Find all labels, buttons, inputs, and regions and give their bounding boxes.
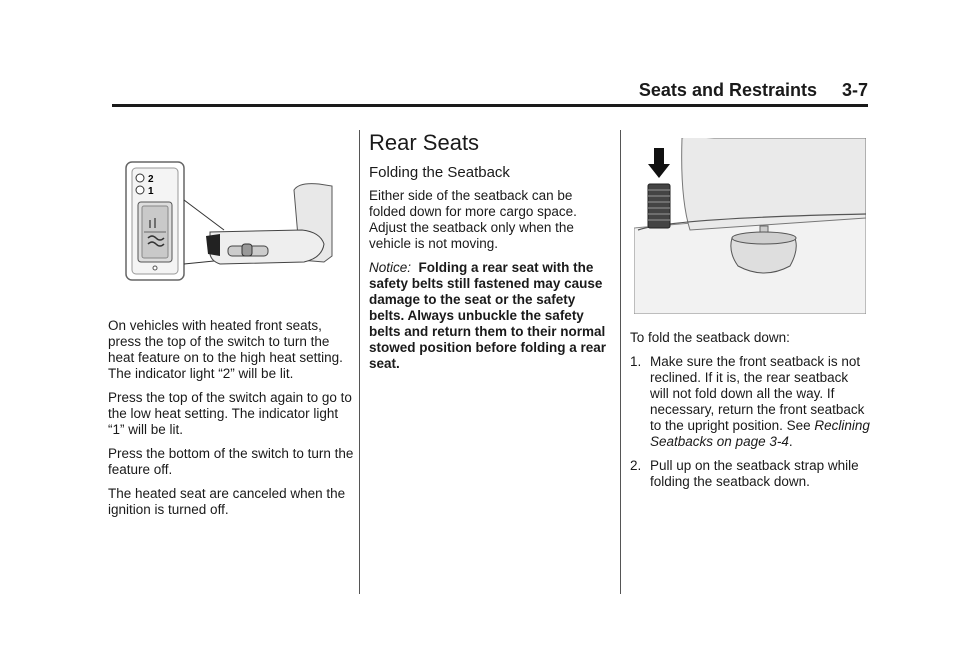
notice-paragraph <box>369 260 611 372</box>
cross-reference-link[interactable]: Reclining Seatbacks on page 3-4 <box>650 418 870 449</box>
notice-text: Folding a rear seat with the safety belts still fastened may cause damage to the seat or the safety belts. Always unbuckle the safety belts and return them to their normal stowed position before folding a rear seat. <box>369 260 607 371</box>
column-divider-left <box>359 130 360 594</box>
step-text: Pull up on the seatback strap while folding the seatback down. <box>650 458 859 489</box>
step-item <box>630 458 870 490</box>
intro-text: To fold the seatback down: <box>630 330 790 345</box>
rear-seats-section <box>369 130 611 380</box>
paragraph: On vehicles with heated front seats, press the top of the switch to turn the heat feature on to the high heat setting. The indicator light “2” will be lit. <box>108 318 343 381</box>
step-text: Make sure the front seatback is not reclined. If it is, the rear seatback will not fold down all the way. If necessary, return the front seatback to the upright position. See Reclining Seatbacks on page 3-4. <box>650 354 870 449</box>
step-number: 1. <box>630 354 642 369</box>
subsection-heading: Folding the Seatback <box>369 164 510 181</box>
paragraph: Press the top of the switch again to go to the low heat setting. The indicator light “1” will be lit. <box>108 390 352 437</box>
section-heading: Rear Seats <box>369 130 480 155</box>
paragraph: The heated seat are canceled when the ignition is turned off. <box>108 486 346 517</box>
down-arrow-icon <box>648 148 670 178</box>
page-header <box>112 78 868 107</box>
paragraph: Either side of the seatback can be folded down for more cargo space. Adjust the seatback only when the vehicle is not moving. <box>369 188 577 251</box>
fold-instructions <box>630 330 870 498</box>
indicator-label-2: 2 <box>148 174 154 185</box>
heated-seat-switch-illustration <box>124 160 336 282</box>
step-item <box>630 354 870 450</box>
step-number: 2. <box>630 458 642 473</box>
header-title: Seats and Restraints 3-7 <box>638 80 868 100</box>
heated-seat-text <box>108 318 354 526</box>
column-divider-right <box>620 130 621 594</box>
indicator-label-1: 1 <box>148 186 154 197</box>
paragraph: Press the bottom of the switch to turn the feature off. <box>108 446 354 477</box>
seatback-fold-illustration <box>634 138 866 314</box>
notice-label: Notice: <box>369 260 412 275</box>
